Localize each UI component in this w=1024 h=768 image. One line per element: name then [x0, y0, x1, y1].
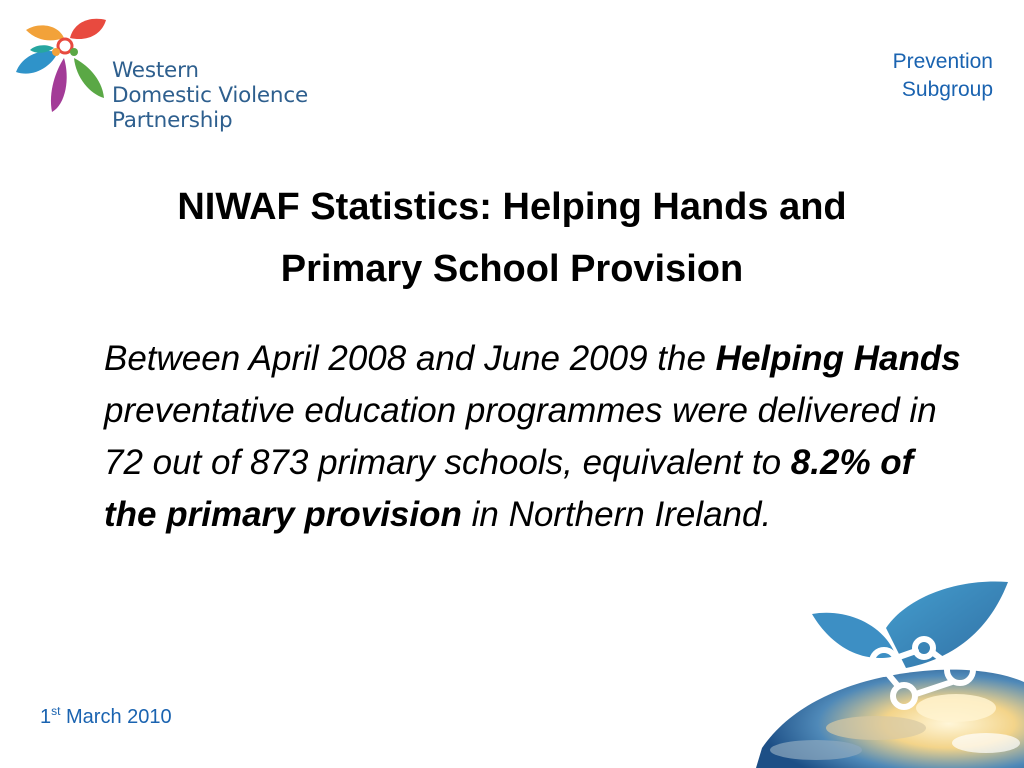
date-suffix: st [51, 704, 61, 718]
subgroup-label [893, 48, 993, 104]
slide-title-line-2: Primary School Provision [280, 248, 744, 290]
subgroup-line-2: Subgroup [901, 78, 993, 101]
slide-title-line-1: NIWAF Statistics: Helping Hands and [177, 186, 847, 228]
logo-text [112, 58, 308, 133]
hands-logo-icon [8, 8, 118, 118]
slide-body [104, 333, 964, 541]
body-helping-hands: Helping Hands [715, 339, 961, 378]
body-part-1: Between April 2008 and June 2009 the [104, 339, 716, 378]
sky-decoration-icon [756, 578, 1024, 768]
logo-line-2: Domestic Violence [112, 83, 308, 108]
subgroup-line-1: Prevention [892, 50, 993, 73]
logo-line-1: Western [112, 58, 199, 83]
date-rest: March 2010 [60, 706, 172, 728]
partnership-logo [8, 8, 328, 133]
logo-line-3: Partnership [112, 108, 233, 133]
body-part-5: in Northern Ireland. [461, 495, 772, 534]
body-part-3: preventative education programmes were delivered in 72 out of 873 primary schools, equivalent to [104, 391, 937, 482]
date-day: 1 [40, 706, 52, 728]
body-percentage: 8.2% of the primary provision [104, 443, 914, 534]
slide-title [0, 176, 1024, 300]
slide-date [40, 704, 172, 729]
